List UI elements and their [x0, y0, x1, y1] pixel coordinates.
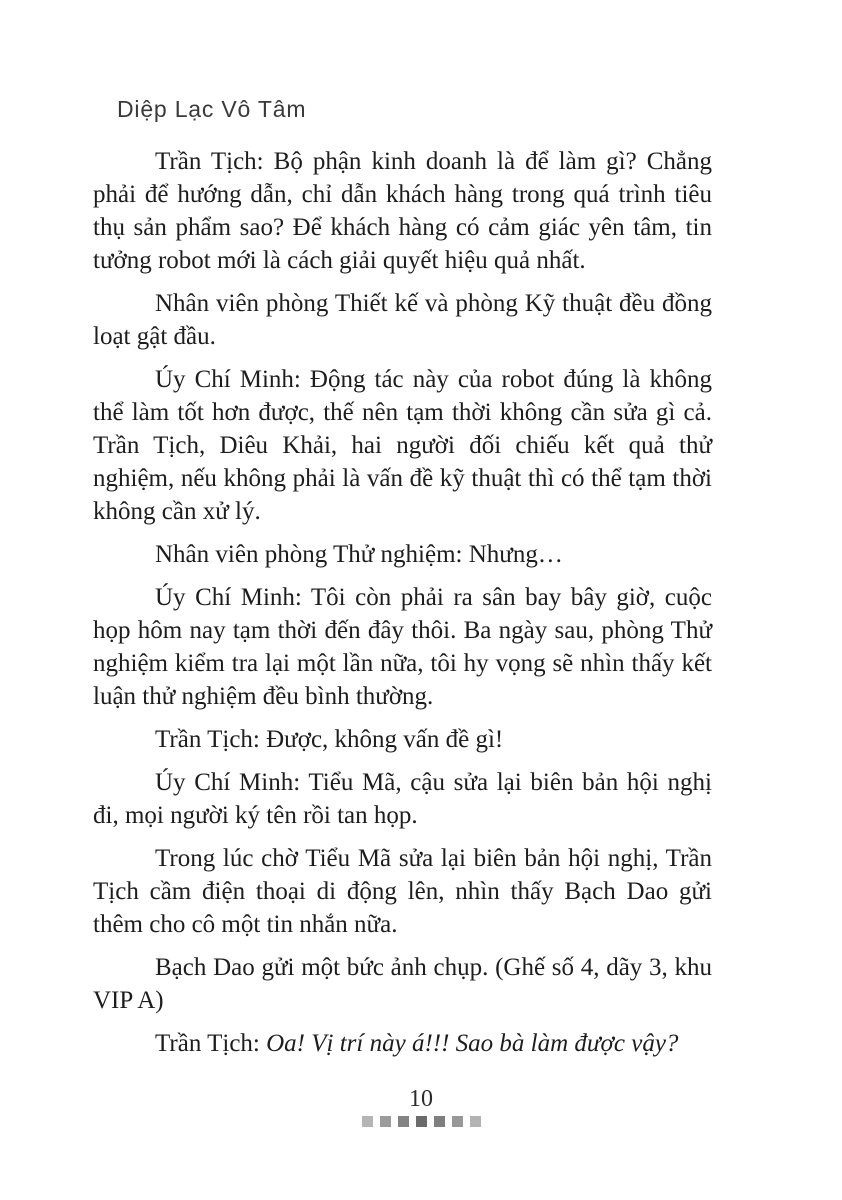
dialogue-speaker-prefix: Trần Tịch: — [155, 1030, 267, 1057]
paragraph-dialogue-tran-tich: Trần Tịch: Bộ phận kinh doanh là để làm gì? Chẳng phải để hướng dẫn, chỉ dẫn khách hàng trong quá trình tiêu thụ sản phẩm sao? Để khách hàng có cảm giác yên tâm, tin tưởng robot mới là cách giải quyết hiệu quả nhất. — [93, 148, 712, 274]
ornament-square-6 — [452, 1116, 463, 1127]
dialogue-italic-text: Oa! Vị trí này á!!! Sao bà làm được vậy? — [266, 1030, 679, 1057]
ornament-square-4 — [416, 1116, 427, 1127]
paragraph-dialogue-uy-chi-minh-2: Úy Chí Minh: Tôi còn phải ra sân bay bây giờ, cuộc họp hôm nay tạm thời đến đây thôi. Ba ngày sau, phòng Thử nghiệm kiểm tra lại một lần nữa, tôi hy vọng sẽ nhìn thấy kết luận thử nghiệm đều bình thường. — [93, 584, 712, 710]
paragraph-narration-phone: Trong lúc chờ Tiểu Mã sửa lại biên bản hội nghị, Trần Tịch cầm điện thoại di động lên, nhìn thấy Bạch Dao gửi thêm cho cô một tin nhắn nữa. — [93, 845, 712, 938]
ornament-square-2 — [380, 1116, 391, 1127]
paragraph-narration-nodding: Nhân viên phòng Thiết kế và phòng Kỹ thuật đều đồng loạt gật đầu. — [93, 290, 712, 350]
page-body — [93, 145, 712, 1060]
paragraph-dialogue-tran-tich-reaction — [93, 1027, 712, 1060]
ornament-square-3 — [398, 1116, 409, 1127]
ornament-square-1 — [362, 1116, 373, 1127]
paragraph-dialogue-uy-chi-minh-3: Úy Chí Minh: Tiểu Mã, cậu sửa lại biên bản hội nghị đi, mọi người ký tên rồi tan họp. — [93, 769, 712, 829]
running-header-author: Diệp Lạc Vô Tâm — [117, 96, 307, 122]
paragraph-dialogue-tran-tich-ok: Trần Tịch: Được, không vấn đề gì! — [155, 726, 504, 753]
ornament-square-5 — [434, 1116, 445, 1127]
page-footer — [0, 1086, 842, 1127]
paragraph-dialogue-uy-chi-minh-1: Úy Chí Minh: Động tác này của robot đúng là không thể làm tốt hơn được, thế nên tạm thời không cần sửa gì cả. Trần Tịch, Diêu Khải, hai người đối chiếu kết quả thử nghiệm, nếu không phải là vấn đề kỹ thuật thì có thể tạm thời không cần xử lý. — [93, 366, 712, 525]
footer-ornament — [0, 1116, 842, 1127]
ornament-square-7 — [470, 1116, 481, 1127]
paragraph-narration-photo: Bạch Dao gửi một bức ảnh chụp. (Ghế số 4, dãy 3, khu VIP A) — [93, 954, 712, 1014]
page-number: 10 — [409, 1086, 433, 1112]
paragraph-dialogue-test-staff: Nhân viên phòng Thử nghiệm: Nhưng… — [155, 541, 563, 568]
